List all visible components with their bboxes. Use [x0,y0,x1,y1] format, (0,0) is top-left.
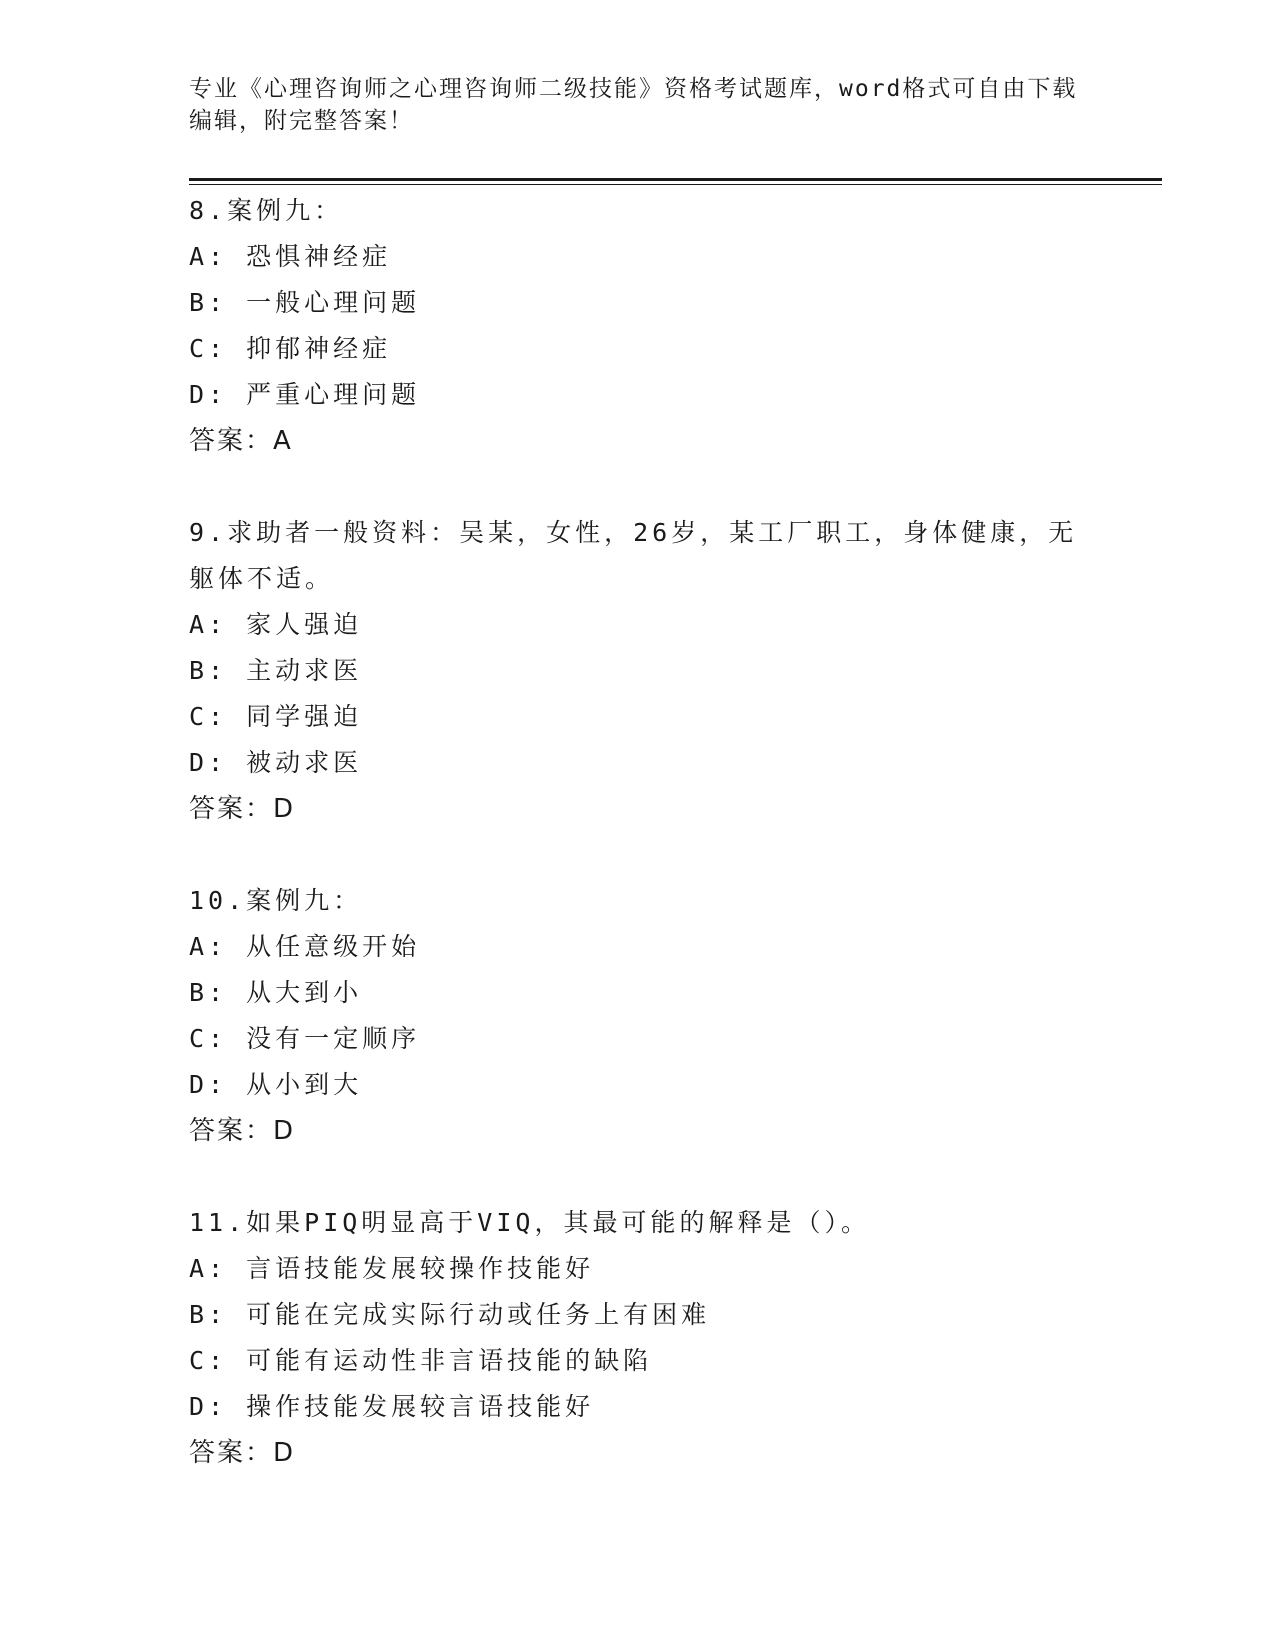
option-d: D: 操作技能发展较言语技能好 [189,1392,595,1421]
question-10 [189,878,1089,1154]
option-c: C: 没有一定顺序 [189,1024,421,1053]
answer: 答案：D [189,1438,296,1468]
question-spacer [189,1154,1089,1200]
question-list [189,188,1089,1476]
question-spacer [189,464,1089,510]
option-b: B: 从大到小 [189,978,363,1007]
option-c: C: 抑郁神经症 [189,334,392,363]
option-b: B: 一般心理问题 [189,288,421,317]
question-title: 10.案例九： [189,886,363,915]
option-c: C: 可能有运动性非言语技能的缺陷 [189,1346,653,1375]
option-a: A: 从任意级开始 [189,932,421,961]
header-line-1: 专业《心理咨询师之心理咨询师二级技能》资格考试题库，word格式可自由下载 [189,76,1078,102]
option-a: A: 言语技能发展较操作技能好 [189,1254,595,1283]
question-11 [189,1200,1089,1476]
question-title: 8.案例九： [189,196,344,225]
question-9 [189,510,1089,832]
question-spacer [189,832,1089,878]
answer: 答案：D [189,1116,296,1146]
option-a: A: 家人强迫 [189,610,363,639]
option-d: D: 被动求医 [189,748,363,777]
header-rule-thick [189,178,1162,181]
answer: 答案：A [189,426,293,456]
option-a: A: 恐惧神经症 [189,242,392,271]
option-d: D: 从小到大 [189,1070,363,1099]
answer: 答案：D [189,794,296,824]
question-title: 11.如果PIQ明显高于VIQ，其最可能的解释是（）。 [189,1208,870,1237]
question-8 [189,188,1089,464]
option-b: B: 可能在完成实际行动或任务上有困难 [189,1300,711,1329]
option-b: B: 主动求医 [189,656,363,685]
option-c: C: 同学强迫 [189,702,363,731]
header-rule-thin [189,184,1162,185]
question-title-continued: 躯体不适。 [189,564,335,593]
document-header [189,73,1089,137]
option-d: D: 严重心理问题 [189,380,421,409]
question-title: 9.求助者一般资料：吴某，女性，26岁，某工厂职工，身体健康，无 [189,518,1078,547]
header-line-2: 编辑，附完整答案！ [189,108,414,134]
